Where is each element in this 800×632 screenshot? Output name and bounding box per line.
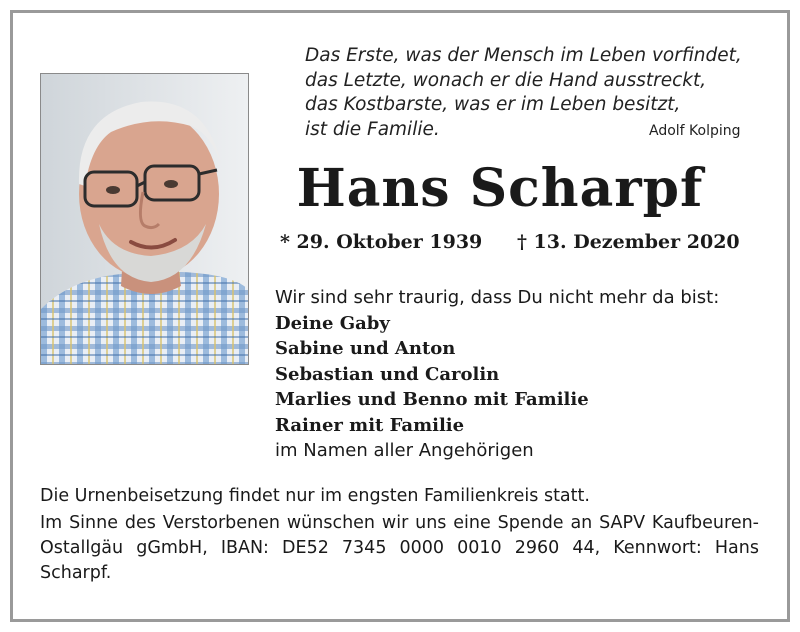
mourner-name: Rainer mit Familie — [275, 414, 465, 436]
notice-block — [40, 484, 759, 586]
quote-line: das Letzte, wonach er die Hand ausstreckt, — [305, 69, 707, 91]
quote-line: Das Erste, was der Mensch im Leben vorfindet, — [305, 45, 742, 66]
quote-line: das Kostbarste, was er im Leben besitzt, — [305, 94, 681, 115]
mourners-block — [275, 285, 719, 464]
mourner-name: Sabine und Anton — [275, 338, 456, 359]
mourners-intro: Wir sind sehr traurig, dass Du nicht mehr da bist: — [275, 287, 720, 308]
portrait-photo — [40, 73, 249, 365]
quote-author: Adolf Kolping — [649, 123, 741, 139]
mourner-name: Sebastian und Carolin — [275, 363, 500, 385]
deceased-name: Hans Scharpf — [296, 158, 704, 219]
mourner-name: Deine Gaby — [275, 312, 390, 334]
mourner-name: Marlies und Benno mit Familie — [275, 389, 589, 410]
birth-date: * 29. Oktober 1939 — [280, 231, 483, 253]
death-date: † 13. Dezember 2020 — [517, 231, 740, 253]
mourners-closing: im Namen aller Angehörigen — [275, 440, 534, 461]
quote-line: ist die Familie. — [305, 118, 440, 140]
burial-notice: Die Urnenbeisetzung findet nur im engsten Familienkreis statt. — [40, 486, 590, 506]
donation-notice: Im Sinne des Verstorbenen wünschen wir uns eine Spende an SAPV Kaufbeuren-Ostallgäu gGmbH, IBAN: DE52 7345 0000 0010 2960 44, Kennwort: Hans Scharpf. — [40, 513, 759, 583]
